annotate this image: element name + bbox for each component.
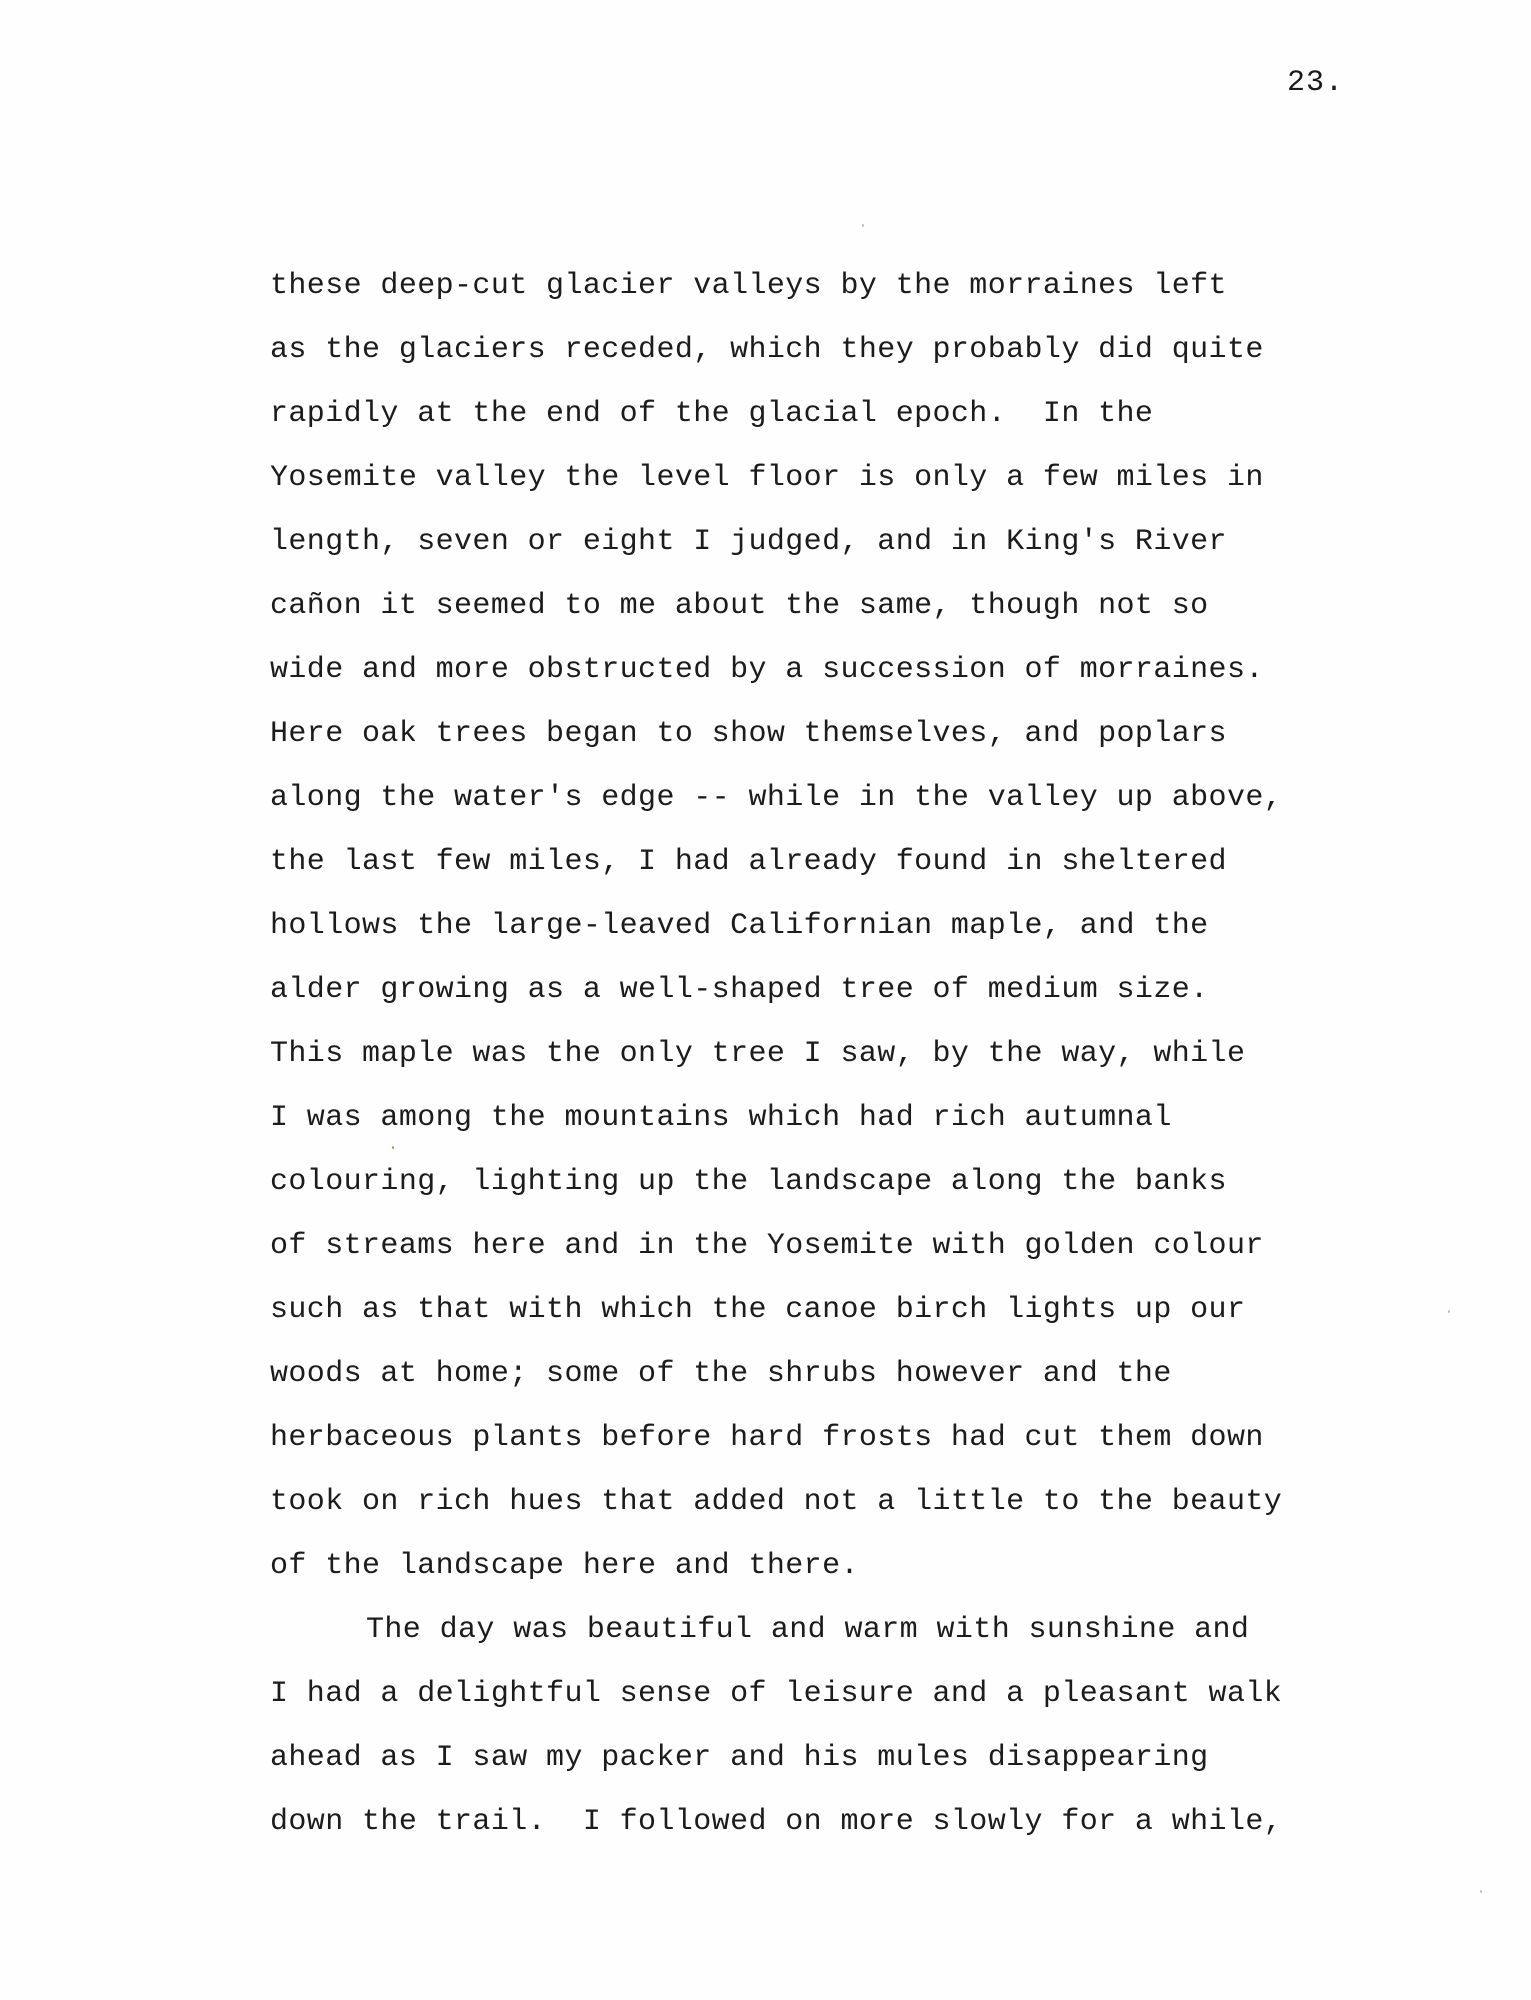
text-line: hollows the large-leaved Californian maple, and the [270,909,1209,943]
paragraph-1 [270,254,1350,1598]
text-line: took on rich hues that added not a little to the beauty [270,1485,1283,1519]
paper-speck [392,1146,394,1149]
text-line: these deep-cut glacier valleys by the morraines left [270,269,1227,303]
text-line: length, seven or eight I judged, and in King's River [270,525,1227,559]
text-line: I was among the mountains which had rich autumnal [270,1101,1172,1135]
body-text [270,254,1350,1854]
text-line: such as that with which the canoe birch lights up our [270,1293,1246,1327]
text-line: alder growing as a well-shaped tree of medium size. [270,973,1209,1007]
text-line: along the water's edge -- while in the valley up above, [270,781,1283,815]
text-line: wide and more obstructed by a succession of morraines. [270,653,1264,687]
text-line: Yosemite valley the level floor is only a few miles in [270,461,1264,495]
text-line: as the glaciers receded, which they probably did quite [270,333,1264,367]
paper-speck [1480,1890,1482,1893]
text-line: colouring, lighting up the landscape along the banks [270,1165,1227,1199]
text-line: rapidly at the end of the glacial epoch. In the [270,397,1154,431]
text-line: I had a delightful sense of leisure and a pleasant walk [270,1677,1283,1711]
text-line: This maple was the only tree I saw, by the way, while [270,1037,1246,1071]
text-line: cañon it seemed to me about the same, though not so [270,589,1209,623]
text-line: down the trail. I followed on more slowly for a while, [270,1805,1283,1839]
text-line: the last few miles, I had already found in sheltered [270,845,1227,879]
paper-speck [1448,1310,1450,1313]
text-line: of streams here and in the Yosemite with golden colour [270,1229,1264,1263]
text-line: of the landscape here and there. [270,1549,859,1583]
text-line: Here oak trees began to show themselves, and poplars [270,717,1227,751]
paper-speck [862,224,864,227]
text-line: herbaceous plants before hard frosts had cut them down [270,1421,1264,1455]
page-number: 23. [1287,66,1345,100]
text-line: woods at home; some of the shrubs however and the [270,1357,1172,1391]
text-line: The day was beautiful and warm with sunshine and [366,1613,1250,1647]
text-line: ahead as I saw my packer and his mules disappearing [270,1741,1209,1775]
paragraph-2 [270,1598,1350,1854]
